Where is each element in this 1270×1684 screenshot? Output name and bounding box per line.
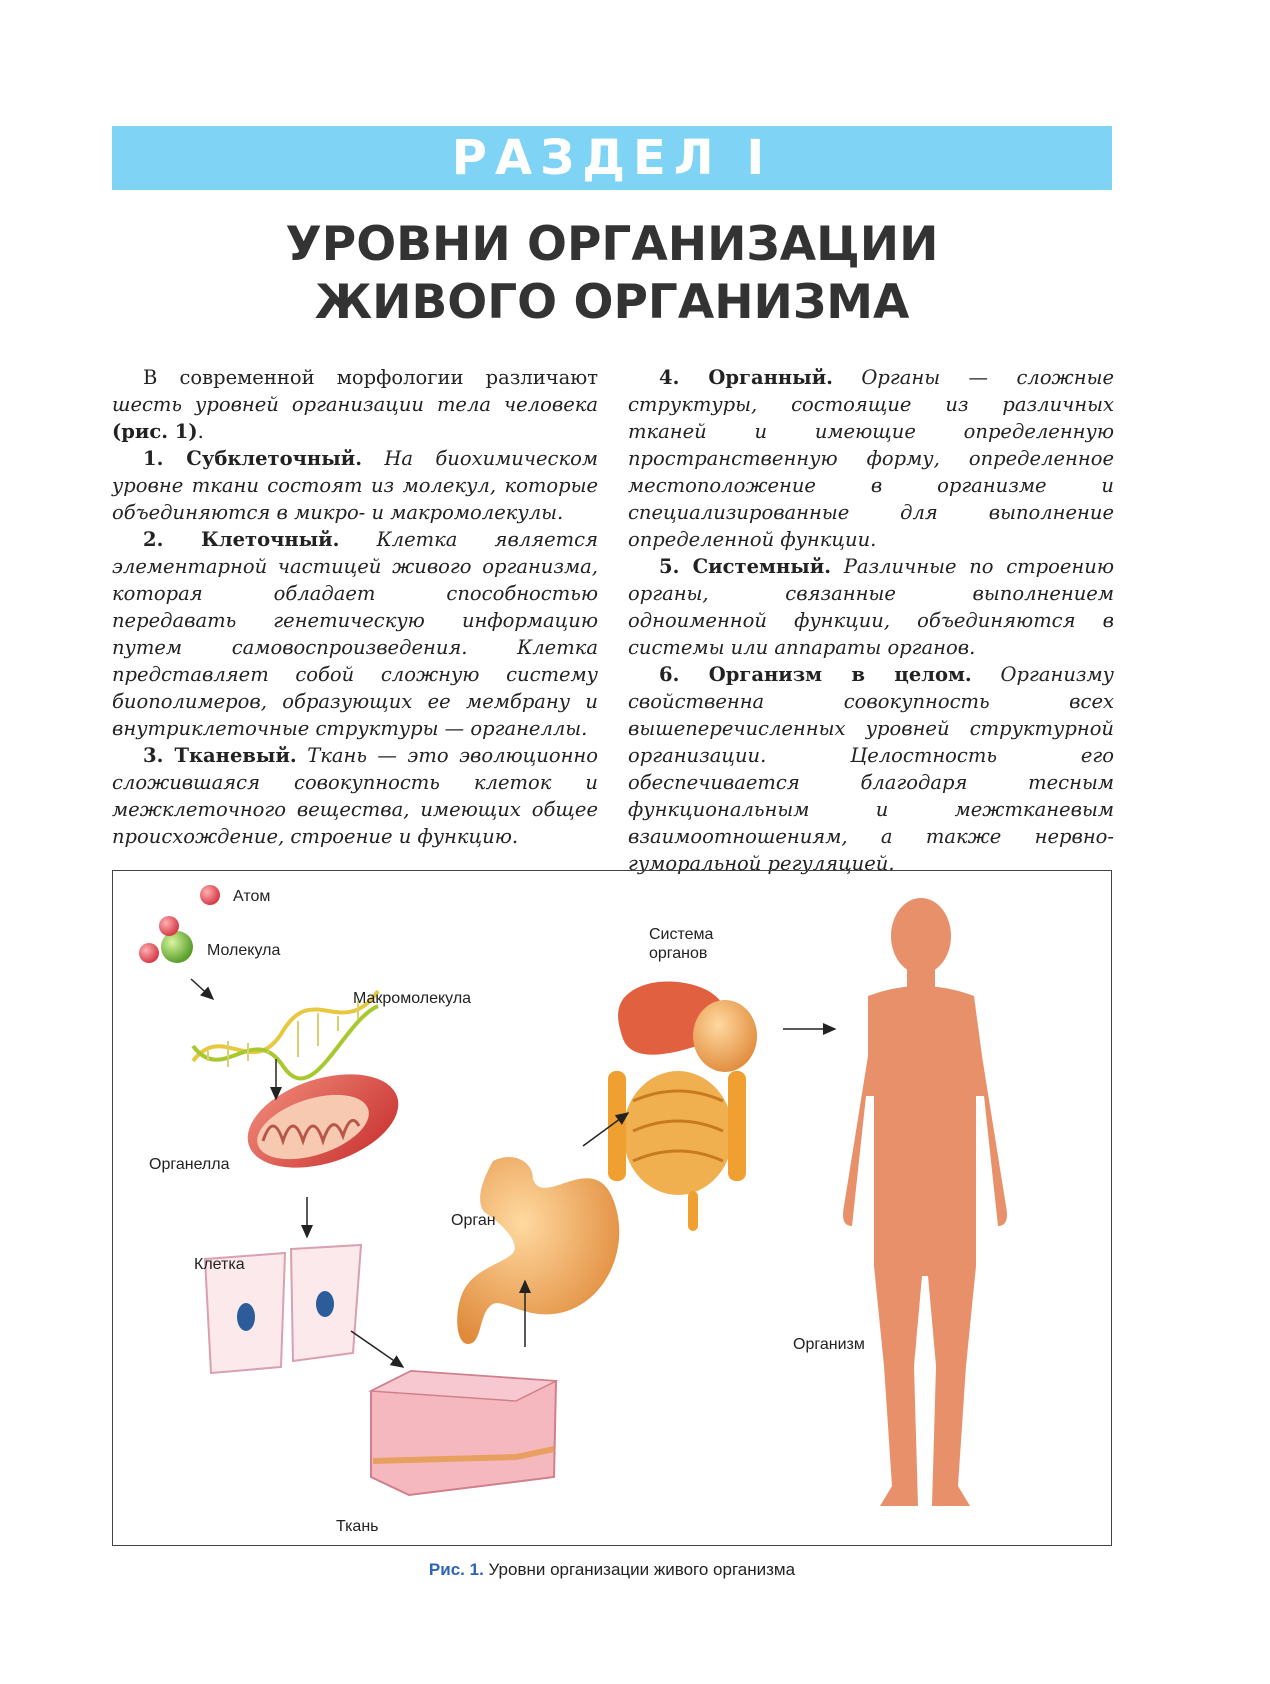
intro-paragraph: В современной морфологии различают шесть уровней организации тела человека (рис. 1). [112,366,598,443]
organism-icon [843,898,1007,1506]
atom-icon [200,885,220,905]
text-column-right [628,364,1114,877]
label-tissue: Ткань [336,1518,379,1535]
level-paragraph: 5. Системный. Различные по строению органы, связанные выполнением одноименной функции, объединяются в системы или аппараты органов. [628,555,1114,659]
molecule-icon [139,916,193,963]
label-macromolecule: Макромолекула [353,990,472,1007]
caption-text: Уровни организации живого организма [483,1560,796,1579]
label-atom: Атом [233,888,271,905]
text-column-left [112,364,598,850]
tissue-icon [371,1371,556,1495]
level-paragraph: 6. Организм в целом. Организму свойственна совокупность всех вышеперечисленных уровней структурной организации. Целостность его обеспечивается благодаря тесным функциональным и межтканевым взаимоотношениям, а также нервно-гуморальной регуляцией. [628,663,1114,875]
section-banner [112,126,1112,190]
level-paragraph: 4. Органный. Органы — сложные структуры, состоящие из различных тканей и имеющие определенную пространственную форму, определенное местоположение в организме и специализированные для выполнение определенной функции. [628,366,1114,551]
section-label: РАЗДЕЛ I [451,130,773,186]
title-line-1: УРОВНИ ОРГАНИЗАЦИИ [285,217,939,272]
label-organ: Орган [451,1212,496,1229]
level-paragraph: 3. Тканевый. Ткань — это эволюционно сложившаяся совокупность клеток и межклеточного вещества, имеющих общее происхождение, строение и функцию. [112,744,598,848]
label-molecule: Молекула [207,942,281,959]
levels-figure [112,870,1112,1546]
title-line-2: ЖИВОГО ОРГАНИЗМА [314,275,910,330]
label-organism: Организм [793,1336,865,1353]
level-paragraph: 2. Клеточный. Клетка является элементарной частицей живого организма, которая обладает способностью передавать генетическую информацию путем самовоспроизведения. Клетка представляет собой сложную систему биополимеров, образующих ее мембрану и внутриклеточные структуры — органеллы. [112,528,598,740]
figure-illustration [113,871,1112,1546]
figure-caption [112,1560,1112,1580]
level-paragraph: 1. Субклеточный. На биохимическом уровне ткани состоят из молекул, которые объединяются в микро- и макромолекулы. [112,447,598,524]
dna-icon [193,991,378,1078]
organ-system-icon [608,982,757,1232]
caption-number: Рис. 1. [428,1560,484,1579]
page-title [112,216,1112,332]
label-organelle: Органелла [149,1156,230,1173]
label-cell: Клетка [194,1256,245,1273]
label-organ-system: Система органов [649,926,714,962]
organelle-icon [236,1057,410,1185]
organ-icon [457,1157,619,1344]
